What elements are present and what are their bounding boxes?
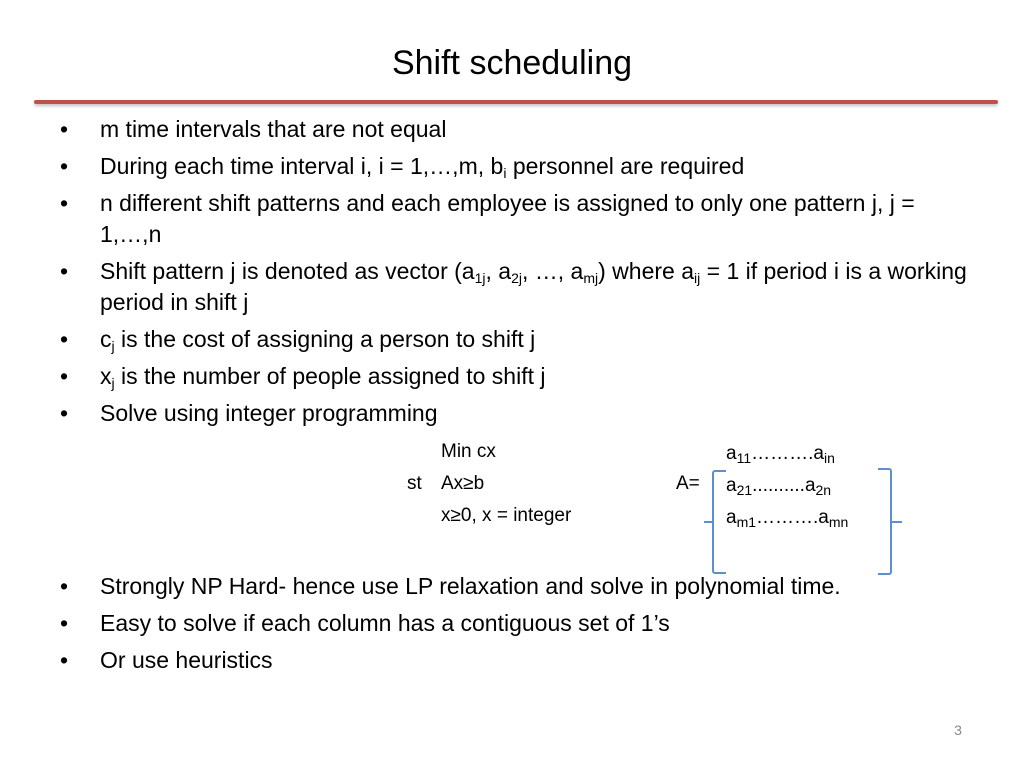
bullet-integer-programming: • Solve using integer programming	[60, 398, 980, 429]
matrix-row-3: $a_{m1}\dots\dots\dots.a_{mn}$	[726, 507, 849, 530]
matrix-row-2: $a_{21}..........a_{2n}$	[726, 475, 832, 498]
st-label: st	[407, 473, 422, 494]
bullet-pattern-vector: • Shift pattern j is denoted as vector ($a_{1j}$, $a_{2j}$, …, $a_{mj}$) where $a_{ij} = 1$ if period i is a working period in shift j	[60, 256, 980, 318]
title-divider	[34, 100, 998, 104]
matrix-left-bracket	[712, 470, 726, 574]
domain-text: x≥0, x = integer	[441, 505, 572, 526]
slide-title: Shift scheduling	[391, 44, 633, 82]
bullet-contiguous: • Easy to solve if each column has a contiguous set of 1’s	[60, 608, 980, 639]
bullet-list-bottom	[60, 571, 980, 682]
matrix-label: A=	[676, 473, 700, 494]
objective-text: Min cx	[441, 441, 496, 462]
bullet-personnel: • During each time interval i, i = 1,…,m, $b_i$ personnel are required	[60, 151, 980, 182]
bullet-heuristics: • Or use heuristics	[60, 645, 980, 676]
matrix-row-1: $a_{11}\dots\dots\dots.a_{in}$	[726, 443, 835, 466]
left-bracket-tick	[704, 521, 714, 523]
bullet-np-hard: • Strongly NP Hard- hence use LP relaxation and solve in polynomial time.	[60, 571, 980, 602]
bullet-intervals: • m time intervals that are not equal	[60, 114, 980, 145]
matrix-right-bracket	[878, 468, 892, 575]
right-bracket-tick	[892, 521, 902, 523]
bullet-list-top	[60, 114, 980, 435]
bullet-people-count: • $x_j$ is the number of people assigned to shift j	[60, 361, 980, 392]
constraint-text: Ax≥b	[441, 473, 485, 494]
bullet-cost: • $c_j$ is the cost of assigning a person to shift j	[60, 324, 980, 355]
bullet-shift-patterns: • n different shift patterns and each employee is assigned to only one pattern j, j = 1,…,n	[60, 188, 980, 250]
page-number: 3	[954, 722, 962, 738]
